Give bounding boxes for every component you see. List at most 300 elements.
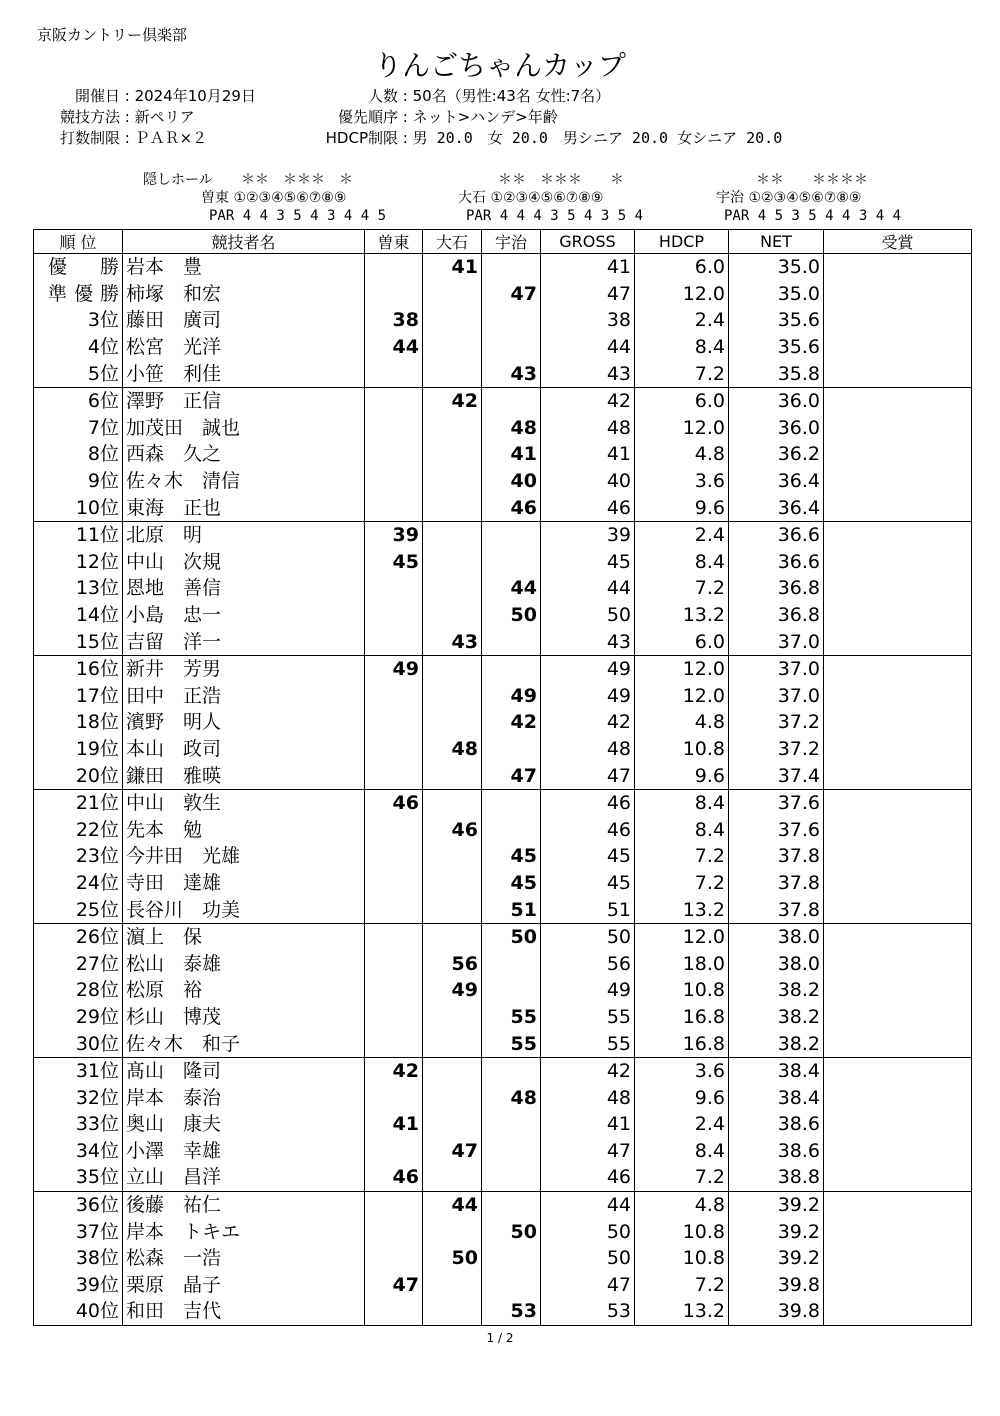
gross-score: 50 — [541, 1245, 635, 1272]
hdcp-value: 10.8 — [635, 977, 729, 1004]
players-value: 50名（男性:43名 女性:7名） — [412, 87, 611, 105]
table-row — [34, 736, 972, 763]
player-name: 寺田 達雄 — [123, 870, 365, 897]
gross-score: 46 — [541, 494, 635, 521]
hdcp-value: 10.8 — [635, 1218, 729, 1245]
gross-score: 55 — [541, 1004, 635, 1031]
net-score: 38.2 — [729, 1030, 824, 1057]
course-name: 宇治 — [716, 190, 744, 206]
score-oishi — [423, 415, 482, 442]
score-oishi: 48 — [423, 736, 482, 763]
net-score: 35.6 — [729, 334, 824, 361]
award-cell — [824, 843, 972, 870]
award-cell — [824, 307, 972, 334]
par-row: PAR 4 4 3 5 4 3 4 4 5 — [209, 208, 387, 224]
hidden-marks: ＊＊ ＊＊＊ ＊ — [498, 172, 624, 188]
gross-score: 43 — [541, 628, 635, 655]
award-cell — [824, 281, 972, 308]
score-sotou — [365, 1004, 423, 1031]
net-score: 37.8 — [729, 870, 824, 897]
player-name: 先本 勉 — [123, 816, 365, 843]
player-name: 恩地 善信 — [123, 575, 365, 602]
table-row — [34, 521, 972, 548]
score-uji — [482, 977, 541, 1004]
score-oishi: 42 — [423, 387, 482, 414]
hdcp-value: 6.0 — [635, 628, 729, 655]
date-value: 2024年10月29日 — [134, 87, 256, 105]
hdcp-value: 8.4 — [635, 334, 729, 361]
net-score: 35.8 — [729, 360, 824, 387]
hdcp-value: 2.4 — [635, 521, 729, 548]
col-gross: GROSS — [541, 230, 635, 254]
table-row — [34, 307, 972, 334]
club-name: 京阪カントリー倶楽部 — [37, 26, 188, 44]
player-name: 小島 忠一 — [123, 602, 365, 629]
hole-numbers: ①②③④⑤⑥⑦⑧⑨ — [748, 190, 862, 206]
score-sotou — [365, 870, 423, 897]
hdcp-value: 6.0 — [635, 387, 729, 414]
rank-cell: 6位 — [34, 387, 123, 414]
gross-score: 53 — [541, 1298, 635, 1325]
rank-cell: 8位 — [34, 441, 123, 468]
hdcp-value: 12.0 — [635, 655, 729, 682]
table-row — [34, 1245, 972, 1272]
meta-left: 開催日 : 2024年10月29日 競技方法 : 新ペリア 打数制限 : ＰＡＲ×２ — [46, 86, 256, 149]
award-cell — [824, 1030, 972, 1057]
rank-cell: 38位 — [34, 1245, 123, 1272]
score-uji — [482, 1138, 541, 1165]
player-name: 立山 昌洋 — [123, 1164, 365, 1191]
award-cell — [824, 789, 972, 816]
hdcp-value: 3.6 — [635, 1057, 729, 1084]
score-uji — [482, 628, 541, 655]
course-name: 大石 — [458, 190, 486, 206]
net-score: 37.8 — [729, 843, 824, 870]
award-cell — [824, 1138, 972, 1165]
hdcp-value: 8.4 — [635, 1138, 729, 1165]
hdcp-value: 10.8 — [635, 736, 729, 763]
hdcp-value: 男 20.0 女 20.0 男シニア 20.0 女シニア 20.0 — [412, 129, 783, 147]
score-uji — [482, 1245, 541, 1272]
hdcp-value: 7.2 — [635, 575, 729, 602]
score-oishi — [423, 307, 482, 334]
net-score: 38.8 — [729, 1164, 824, 1191]
score-sotou: 46 — [365, 1164, 423, 1191]
gross-score: 48 — [541, 736, 635, 763]
player-name: 濱野 明人 — [123, 709, 365, 736]
gross-score: 44 — [541, 1191, 635, 1218]
rank-cell: 24位 — [34, 870, 123, 897]
priority-value: ネット>ハンデ>年齢 — [412, 108, 558, 126]
score-uji — [482, 334, 541, 361]
player-name: 中山 敦生 — [123, 789, 365, 816]
score-oishi — [423, 870, 482, 897]
gross-score: 46 — [541, 789, 635, 816]
award-cell — [824, 683, 972, 710]
net-score: 37.2 — [729, 736, 824, 763]
rank-cell: 27位 — [34, 950, 123, 977]
hdcp-value: 12.0 — [635, 281, 729, 308]
player-name: 栗原 晶子 — [123, 1272, 365, 1299]
award-cell — [824, 468, 972, 495]
rank-cell: 39位 — [34, 1272, 123, 1299]
hdcp-value: 12.0 — [635, 415, 729, 442]
table-row — [34, 896, 972, 923]
score-oishi — [423, 1272, 482, 1299]
table-row — [34, 575, 972, 602]
score-uji — [482, 1111, 541, 1138]
table-row — [34, 1164, 972, 1191]
award-cell — [824, 816, 972, 843]
score-sotou: 42 — [365, 1057, 423, 1084]
score-oishi: 43 — [423, 628, 482, 655]
score-sotou: 39 — [365, 521, 423, 548]
hidden-holes-course-uji — [716, 171, 996, 225]
score-oishi — [423, 1218, 482, 1245]
score-uji: 50 — [482, 923, 541, 950]
rank-cell: 17位 — [34, 683, 123, 710]
score-uji — [482, 387, 541, 414]
gross-score: 49 — [541, 655, 635, 682]
net-score: 35.0 — [729, 254, 824, 281]
col-player: 競技者名 — [123, 230, 365, 254]
net-score: 36.8 — [729, 575, 824, 602]
table-row — [34, 655, 972, 682]
award-cell — [824, 628, 972, 655]
table-row — [34, 683, 972, 710]
score-oishi — [423, 896, 482, 923]
net-score: 36.8 — [729, 602, 824, 629]
net-score: 36.0 — [729, 415, 824, 442]
score-sotou — [365, 709, 423, 736]
col-net: NET — [729, 230, 824, 254]
date-label: 開催日 — [74, 87, 120, 105]
score-uji: 45 — [482, 870, 541, 897]
hdcp-value: 2.4 — [635, 1111, 729, 1138]
award-cell — [824, 441, 972, 468]
gross-score: 45 — [541, 843, 635, 870]
hdcp-value: 9.6 — [635, 1084, 729, 1111]
hdcp-value: 9.6 — [635, 762, 729, 789]
award-cell — [824, 709, 972, 736]
score-sotou — [365, 602, 423, 629]
net-score: 37.8 — [729, 896, 824, 923]
rank-cell: 20位 — [34, 762, 123, 789]
player-name: 松宮 光洋 — [123, 334, 365, 361]
score-sotou — [365, 1084, 423, 1111]
player-name: 西森 久之 — [123, 441, 365, 468]
rank-cell: 12位 — [34, 549, 123, 576]
score-oishi — [423, 789, 482, 816]
hdcp-value: 4.8 — [635, 1191, 729, 1218]
table-row — [34, 709, 972, 736]
score-sotou — [365, 494, 423, 521]
award-cell — [824, 1084, 972, 1111]
score-oishi — [423, 655, 482, 682]
score-oishi: 46 — [423, 816, 482, 843]
rank-cell: 33位 — [34, 1111, 123, 1138]
hdcp-value: 13.2 — [635, 1298, 729, 1325]
players-label: 人数 — [367, 87, 398, 105]
gross-score: 41 — [541, 254, 635, 281]
table-row — [34, 549, 972, 576]
hdcp-value: 8.4 — [635, 816, 729, 843]
col-hdcp: HDCP — [635, 230, 729, 254]
score-sotou — [365, 441, 423, 468]
hdcp-value: 6.0 — [635, 254, 729, 281]
award-cell — [824, 1191, 972, 1218]
gross-score: 44 — [541, 334, 635, 361]
hidden-holes-course-oishi — [458, 171, 758, 225]
score-uji: 53 — [482, 1298, 541, 1325]
award-cell — [824, 575, 972, 602]
table-row — [34, 950, 972, 977]
score-oishi — [423, 1084, 482, 1111]
player-name: 北原 明 — [123, 521, 365, 548]
net-score: 39.2 — [729, 1191, 824, 1218]
table-row — [34, 468, 972, 495]
award-cell — [824, 360, 972, 387]
player-name: 小澤 幸雄 — [123, 1138, 365, 1165]
gross-score: 47 — [541, 281, 635, 308]
score-oishi — [423, 1057, 482, 1084]
score-uji: 48 — [482, 415, 541, 442]
score-oishi — [423, 1030, 482, 1057]
table-row — [34, 602, 972, 629]
score-oishi — [423, 360, 482, 387]
rank-cell: 32位 — [34, 1084, 123, 1111]
gross-score: 47 — [541, 762, 635, 789]
score-oishi — [423, 494, 482, 521]
player-name: 髙山 隆司 — [123, 1057, 365, 1084]
score-sotou — [365, 1191, 423, 1218]
table-row — [34, 816, 972, 843]
par-row: PAR 4 4 4 3 5 4 3 5 4 — [466, 208, 644, 224]
net-score: 38.2 — [729, 977, 824, 1004]
gross-score: 46 — [541, 1164, 635, 1191]
col-oishi: 大石 — [423, 230, 482, 254]
rank-cell: 28位 — [34, 977, 123, 1004]
award-cell — [824, 1218, 972, 1245]
rank-cell: 7位 — [34, 415, 123, 442]
award-cell — [824, 896, 972, 923]
table-row — [34, 494, 972, 521]
player-name: 吉留 洋一 — [123, 628, 365, 655]
hdcp-value: 4.8 — [635, 441, 729, 468]
score-oishi — [423, 334, 482, 361]
score-sotou — [365, 683, 423, 710]
score-sotou — [365, 923, 423, 950]
course-name: 曽東 — [201, 190, 229, 206]
hdcp-value: 2.4 — [635, 307, 729, 334]
player-name: 本山 政司 — [123, 736, 365, 763]
score-oishi — [423, 602, 482, 629]
score-uji — [482, 736, 541, 763]
gross-score: 45 — [541, 549, 635, 576]
score-sotou — [365, 1218, 423, 1245]
table-row — [34, 441, 972, 468]
gross-score: 50 — [541, 602, 635, 629]
player-name: 中山 次規 — [123, 549, 365, 576]
net-score: 38.0 — [729, 950, 824, 977]
score-sotou: 46 — [365, 789, 423, 816]
hdcp-value: 12.0 — [635, 923, 729, 950]
limit-label: 打数制限 — [59, 129, 120, 147]
gross-score: 55 — [541, 1030, 635, 1057]
score-oishi — [423, 843, 482, 870]
rank-cell: 5位 — [34, 360, 123, 387]
player-name: 佐々木 清信 — [123, 468, 365, 495]
rank-cell: 37位 — [34, 1218, 123, 1245]
score-sotou — [365, 1245, 423, 1272]
score-uji: 40 — [482, 468, 541, 495]
score-uji: 47 — [482, 762, 541, 789]
score-sotou — [365, 1298, 423, 1325]
rank-cell: 15位 — [34, 628, 123, 655]
score-oishi — [423, 281, 482, 308]
score-uji — [482, 1057, 541, 1084]
hdcp-value: 9.6 — [635, 494, 729, 521]
player-name: 新井 芳男 — [123, 655, 365, 682]
player-name: 岸本 泰治 — [123, 1084, 365, 1111]
hdcp-label: HDCP制限 — [325, 129, 398, 147]
table-row — [34, 1191, 972, 1218]
table-row — [34, 923, 972, 950]
player-name: 松山 泰雄 — [123, 950, 365, 977]
gross-score: 43 — [541, 360, 635, 387]
award-cell — [824, 1245, 972, 1272]
award-cell — [824, 521, 972, 548]
rank-cell: 10位 — [34, 494, 123, 521]
priority-label: 優先順序 — [337, 108, 398, 126]
net-score: 37.2 — [729, 709, 824, 736]
score-sotou — [365, 1030, 423, 1057]
rank-cell: 19位 — [34, 736, 123, 763]
rank-cell: 11位 — [34, 521, 123, 548]
rank-cell: 36位 — [34, 1191, 123, 1218]
rank-cell: 3位 — [34, 307, 123, 334]
table-row — [34, 1057, 972, 1084]
gross-score: 39 — [541, 521, 635, 548]
hidden-marks: ＊＊ ＊＊＊ ＊ — [241, 172, 353, 188]
score-uji — [482, 950, 541, 977]
table-row — [34, 415, 972, 442]
table-row — [34, 1218, 972, 1245]
score-sotou — [365, 816, 423, 843]
rank-cell: 22位 — [34, 816, 123, 843]
score-sotou — [365, 360, 423, 387]
award-cell — [824, 254, 972, 281]
par-row: PAR 4 5 3 5 4 4 3 4 4 — [724, 208, 902, 224]
score-sotou: 38 — [365, 307, 423, 334]
gross-score: 42 — [541, 387, 635, 414]
score-uji — [482, 521, 541, 548]
rank-cell: 優勝 — [34, 254, 123, 281]
player-name: 奥山 康夫 — [123, 1111, 365, 1138]
award-cell — [824, 1004, 972, 1031]
gross-score: 56 — [541, 950, 635, 977]
meta-right: 人数 : 50名（男性:43名 女性:7名） 優先順序 : ネット>ハンデ>年齢 HDCP制限 : 男 20.0 女 20.0 男シニア 20.0 女シニア 20.0 — [310, 86, 782, 149]
score-sotou: 45 — [365, 549, 423, 576]
rank-cell: 30位 — [34, 1030, 123, 1057]
score-sotou — [365, 575, 423, 602]
score-sotou: 47 — [365, 1272, 423, 1299]
score-uji: 43 — [482, 360, 541, 387]
player-name: 岩本 豊 — [123, 254, 365, 281]
net-score: 36.6 — [729, 521, 824, 548]
gross-score: 41 — [541, 1111, 635, 1138]
score-uji: 50 — [482, 602, 541, 629]
gross-score: 47 — [541, 1272, 635, 1299]
rank-cell: 準優勝 — [34, 281, 123, 308]
table-row — [34, 977, 972, 1004]
score-sotou — [365, 254, 423, 281]
player-name: 小笹 利佳 — [123, 360, 365, 387]
gross-score: 48 — [541, 415, 635, 442]
score-uji — [482, 549, 541, 576]
gross-score: 49 — [541, 683, 635, 710]
net-score: 39.8 — [729, 1298, 824, 1325]
score-sotou — [365, 1138, 423, 1165]
score-oishi — [423, 549, 482, 576]
player-name: 和田 吉代 — [123, 1298, 365, 1325]
hole-numbers: ①②③④⑤⑥⑦⑧⑨ — [233, 190, 347, 206]
hdcp-value: 18.0 — [635, 950, 729, 977]
gross-score: 45 — [541, 870, 635, 897]
score-uji — [482, 1272, 541, 1299]
score-uji: 55 — [482, 1004, 541, 1031]
score-uji: 51 — [482, 896, 541, 923]
gross-score: 42 — [541, 1057, 635, 1084]
score-uji — [482, 1191, 541, 1218]
score-oishi: 41 — [423, 254, 482, 281]
player-name: 濵上 保 — [123, 923, 365, 950]
net-score: 37.0 — [729, 655, 824, 682]
gross-score: 44 — [541, 575, 635, 602]
net-score: 38.6 — [729, 1111, 824, 1138]
rank-cell: 18位 — [34, 709, 123, 736]
player-name: 松森 一浩 — [123, 1245, 365, 1272]
score-sotou — [365, 977, 423, 1004]
player-name: 加茂田 誠也 — [123, 415, 365, 442]
score-oishi: 49 — [423, 977, 482, 1004]
hdcp-value: 7.2 — [635, 1272, 729, 1299]
rank-cell: 14位 — [34, 602, 123, 629]
player-name: 東海 正也 — [123, 494, 365, 521]
award-cell — [824, 736, 972, 763]
table-row — [34, 1004, 972, 1031]
score-oishi — [423, 441, 482, 468]
player-name: 柿塚 和宏 — [123, 281, 365, 308]
table-row — [34, 762, 972, 789]
score-uji — [482, 1164, 541, 1191]
table-row — [34, 628, 972, 655]
player-name: 藤田 廣司 — [123, 307, 365, 334]
award-cell — [824, 655, 972, 682]
score-oishi — [423, 762, 482, 789]
score-uji — [482, 816, 541, 843]
hdcp-value: 3.6 — [635, 468, 729, 495]
net-score: 38.2 — [729, 1004, 824, 1031]
gross-score: 40 — [541, 468, 635, 495]
score-sotou — [365, 843, 423, 870]
score-sotou — [365, 762, 423, 789]
score-oishi — [423, 575, 482, 602]
table-row — [34, 789, 972, 816]
award-cell — [824, 1164, 972, 1191]
table-row — [34, 870, 972, 897]
gross-score: 42 — [541, 709, 635, 736]
